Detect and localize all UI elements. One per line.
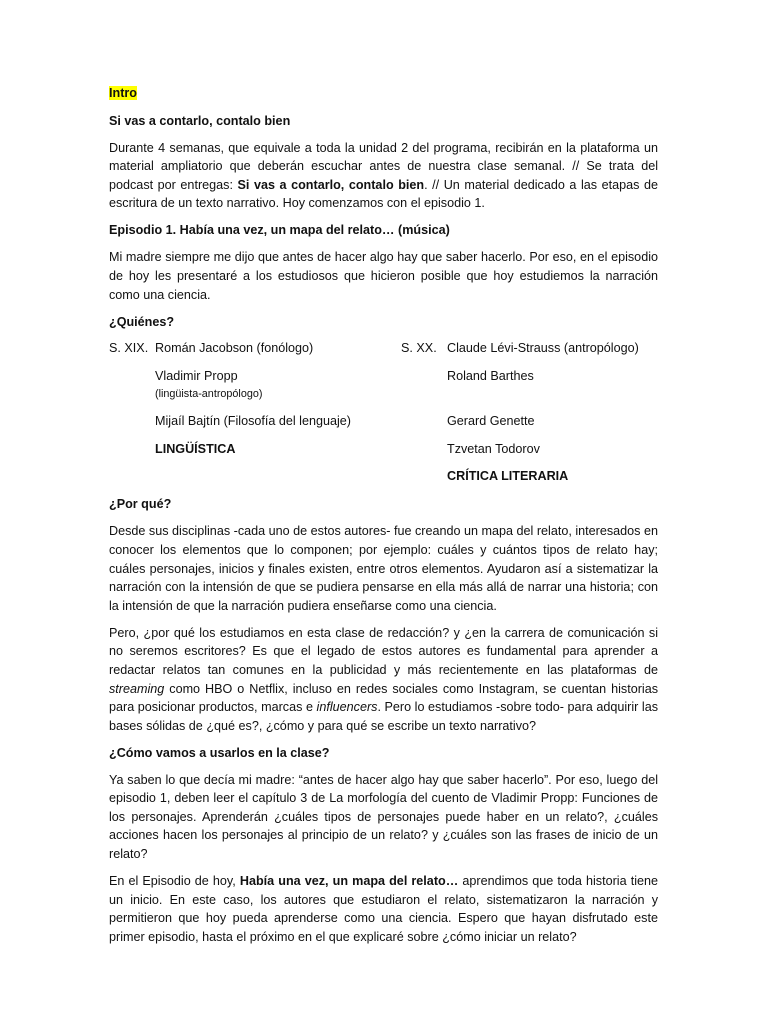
episode-paragraph: Mi madre siempre me dijo que antes de hacer algo hay que saber hacerlo. Por eso, en el episodio de hoy les presentaré a los estudiosos que hicieron posible que hoy estudiemos la narración como una ciencia. [109, 250, 658, 302]
why-heading: ¿Por qué? [109, 497, 172, 512]
podcast-title: Si vas a contarlo, contalo bien [237, 177, 425, 192]
redaction-text-a: Pero, ¿por qué los estudiamos en esta clase de redacción? y ¿en la carrera de comunicación si no seremos escritores? Es que el legado de estos autores es fundamental para aprender a redactar relatos tan comunes en la publicidad y más recientemente en las plataformas de [109, 625, 658, 677]
closing-text-a: En el Episodio de hoy, [109, 874, 240, 889]
why-paragraph: Desde sus disciplinas -cada uno de estos autores- fue creando un mapa del relato, interesados en conocer los elementos que lo componen; por ejemplo: cuáles y cuántos tipos de relato hay; cuáles personajes, inicios y finales existen, entre otros elementos. Ayudaron así a sistematizar la narración con la intensión de que se pudiera pensarse en ella más allá de narrar una historia; con la intensión de que la narración pudiera enseñarse como una ciencia. [109, 524, 658, 613]
author-barthes: Roland Barthes [447, 368, 534, 383]
intro-paragraph-text-b: . // Un material dedicado a las etapas de escritura de un texto narrativo. Hoy comenzamos con el episodio 1. [109, 177, 659, 211]
streaming-italic: streaming [109, 681, 165, 696]
author-propp-note: (lingüista-antropólogo) [155, 388, 263, 401]
intro-paragraph [109, 139, 658, 213]
redaction-text-b: como HBO o Netflix, incluso en redes sociales como Instagram, se cuentan historias para posicionar productos, marcas e [109, 681, 658, 715]
closing-text-b: aprendimos que toda historia tiene un inicio. En este caso, los autores que estudiaron el relato, sistematizaron la narración y permitieron que hoy pueda aprenderse como una ciencia. Espero que hayan disfrutado este primer episodio, hasta el próximo en el que explicaré sobre ¿cómo iniciar un relato? [109, 874, 658, 944]
author-propp [155, 367, 401, 404]
linguistics-label: LINGÜÍSTICA [155, 441, 236, 456]
author-genette: Gerard Genette [447, 414, 535, 429]
century-xix-label: S. XIX. [109, 341, 149, 356]
how-heading: ¿Cómo vamos a usarlos en la clase? [109, 745, 330, 760]
redaction-paragraph [109, 624, 658, 736]
author-levi-strauss: Claude Lévi-Strauss (antropólogo) [447, 341, 639, 356]
century-xx-label: S. XX. [401, 341, 437, 356]
author-propp-name: Vladimir Propp [155, 368, 238, 383]
episode-heading: Episodio 1. Había una vez, un mapa del relato… (música) [109, 223, 450, 238]
document-page [109, 84, 658, 955]
literary-criticism-label: CRÍTICA LITERARIA [447, 468, 569, 483]
redaction-text-c: . Pero lo estudiamos -sobre todo- para adquirir las bases sólidas de ¿qué es?, ¿cómo y para qué se escribe un texto narrativo? [109, 700, 658, 733]
author-todorov: Tzvetan Todorov [447, 441, 540, 456]
closing-paragraph [109, 872, 658, 946]
author-jacobson: Román Jacobson (fonólogo) [155, 341, 314, 356]
episode-title-bold: Había una vez, un mapa del relato… [239, 874, 459, 889]
intro-paragraph-text-a: Durante 4 semanas, que equivale a toda la unidad 2 del programa, recibirán en la plataforma un material ampliatorio que deberán escuchar antes de nuestra clase semanal. // Se trata del podcast por entregas: [109, 140, 658, 192]
authors-table [109, 339, 658, 485]
intro-highlight: Intro [109, 86, 137, 100]
intro-label [109, 84, 658, 103]
author-bajtin: Mijaíl Bajtín (Filosofía del lenguaje) [155, 414, 351, 429]
main-title: Si vas a contarlo, contalo bien [109, 113, 291, 128]
who-heading: ¿Quiénes? [109, 314, 175, 329]
influencers-italic: influencers [316, 700, 378, 715]
how-paragraph: Ya saben lo que decía mi madre: “antes de hacer algo hay que saber hacerlo”. Por eso, luego del episodio 1, deben leer el capítulo 3 de La morfología del cuento de Vladimir Propp: Funciones de los personajes. Aprenderán ¿cuáles tipos de personajes puede haber en un relato?, ¿cuáles acciones hacen los personajes al principio de un relato? y ¿cuáles son las frases de inicio de un relato? [109, 772, 658, 862]
